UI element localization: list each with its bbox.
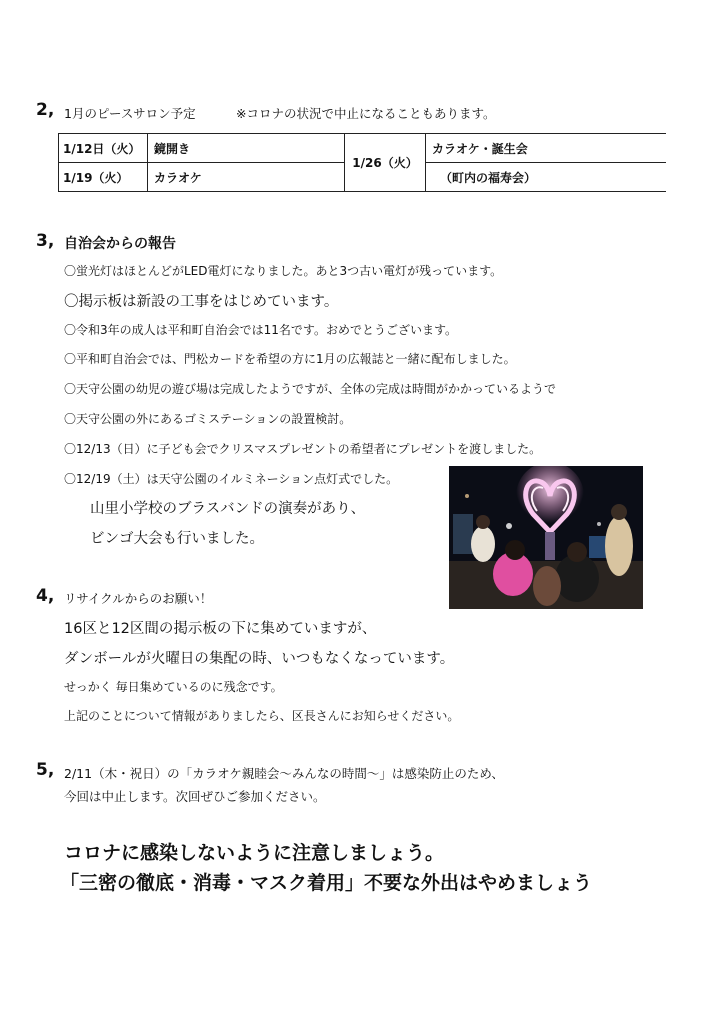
section-5-line-1: 2/11（木・祝日）の「カラオケ親睦会～みんなの時間～」は感染防止のため、 xyxy=(64,766,504,781)
section-4-number: 4, xyxy=(36,586,55,606)
section-3-number: 3, xyxy=(36,231,55,251)
list-item: ダンボールが火曜日の集配の時、いつもなくなっています。 xyxy=(64,651,455,667)
section-2-title: 1月のピースサロン予定 xyxy=(64,106,196,121)
list-item: 〇12/13（日）に子ども会でクリスマスプレゼントの希望者にプレゼントを渡しました。 xyxy=(64,442,542,456)
salon-schedule-table xyxy=(58,133,666,192)
schedule-event-cell: カラオケ xyxy=(148,163,345,192)
footer-warning-line-1: コロナに感染しないように注意しましょう。 xyxy=(64,842,445,864)
list-item-continued: 山里小学校のブラスバンドの演奏があり、 xyxy=(90,501,366,517)
illumination-event-photo xyxy=(449,466,643,609)
section-2-number: 2, xyxy=(36,100,55,120)
schedule-date-cell: 1/12日（火） xyxy=(59,134,148,163)
schedule-date-cell: 1/26（火） xyxy=(345,134,426,192)
table-row xyxy=(59,134,667,163)
section-4-title: リサイクルからのお願い！ xyxy=(64,591,213,606)
list-item: 〇天守公園の外にあるゴミステーションの設置検討。 xyxy=(64,412,352,426)
list-item: 〇蛍光灯はほとんどがLED電灯になりました。あと3つ古い電灯が残っています。 xyxy=(64,264,503,278)
footer-warning-line-2: 「三密の徹底・消毒・マスク着用」不要な外出はやめましょう xyxy=(60,872,593,894)
section-5-number: 5, xyxy=(36,760,55,780)
list-item: 〇掲示板は新設の工事をはじめています。 xyxy=(64,294,339,310)
list-item: せっかく 毎日集めているのに残念です。 xyxy=(64,680,283,694)
schedule-event-cell: 鏡開き xyxy=(148,134,345,163)
schedule-date-cell: 1/19（火） xyxy=(59,163,148,192)
section-5-line-2: 今回は中止します。次回ぜひご参加ください。 xyxy=(64,789,326,804)
list-item: 上記のことについて情報がありましたら、区長さんにお知らせください。 xyxy=(64,709,460,723)
section-3-title: 自治会からの報告 xyxy=(64,236,176,252)
list-item-continued: ビンゴ大会も行いました。 xyxy=(90,531,264,547)
list-item: 〇令和3年の成人は平和町自治会では11名です。おめでとうございます。 xyxy=(64,323,457,337)
list-item: 〇平和町自治会では、門松カードを希望の方に1月の広報誌と一緒に配布しました。 xyxy=(64,352,516,366)
list-item: 〇天守公園の幼児の遊び場は完成したようですが、全体の完成は時間がかかっているようで xyxy=(64,382,557,396)
list-item: 16区と12区間の掲示板の下に集めていますが、 xyxy=(64,621,377,637)
schedule-event-subcell: （町内の福寿会） xyxy=(426,163,667,192)
list-item: 〇12/19（土）は天守公園のイルミネーション点灯式でした。 xyxy=(64,472,399,486)
section-2-note: ※コロナの状況で中止になることもあります。 xyxy=(236,106,496,121)
schedule-event-cell: カラオケ・誕生会 xyxy=(426,134,667,163)
